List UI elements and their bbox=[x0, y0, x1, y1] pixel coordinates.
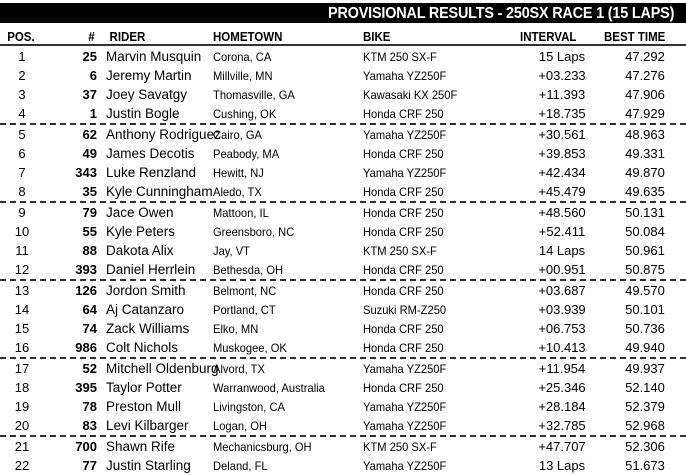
best-time-cell: 50.875 bbox=[625, 262, 665, 277]
rider-name-cell: Preston Mull bbox=[106, 399, 182, 414]
rider-number-cell: 35 bbox=[82, 184, 97, 199]
rider-name-cell: Marvin Musquin bbox=[106, 49, 202, 64]
rider-number-cell: 88 bbox=[82, 243, 97, 258]
rider-number-cell: 52 bbox=[82, 361, 97, 376]
best-time-cell: 50.961 bbox=[625, 243, 665, 258]
hometown-cell: Mattoon, IL bbox=[213, 206, 269, 220]
best-time-cell: 49.937 bbox=[625, 361, 665, 376]
position-cell: 2 bbox=[18, 68, 26, 83]
hometown-cell: Cairo, GA bbox=[213, 128, 262, 142]
interval-cell: +42.434 bbox=[538, 165, 586, 180]
hometown-cell: Corona, CA bbox=[213, 50, 272, 64]
hometown-cell: Deland, FL bbox=[213, 459, 268, 473]
rider-number-cell: 395 bbox=[75, 380, 97, 395]
hometown-cell: Alvord, TX bbox=[213, 362, 265, 376]
table-row bbox=[0, 66, 686, 85]
hometown-cell: Mechanicsburg, OH bbox=[213, 440, 312, 454]
table-row bbox=[0, 163, 686, 182]
hometown-cell: Portland, CT bbox=[213, 303, 276, 317]
position-cell: 4 bbox=[18, 106, 26, 121]
rider-name-cell: Levi Kilbarger bbox=[106, 418, 189, 433]
hometown-cell: Aledo, TX bbox=[213, 185, 262, 199]
best-time-cell: 52.140 bbox=[625, 380, 665, 395]
bike-cell: Honda CRF 250 bbox=[363, 147, 444, 161]
hometown-cell: Warranwood, Australia bbox=[213, 381, 325, 395]
rider-number-cell: 393 bbox=[75, 262, 97, 277]
bike-cell: KTM 250 SX-F bbox=[363, 50, 437, 64]
interval-cell: +10.413 bbox=[538, 340, 586, 355]
rider-name-cell: Luke Renzland bbox=[106, 165, 197, 180]
bike-cell: Yamaha YZ250F bbox=[363, 166, 447, 180]
best-time-cell: 49.940 bbox=[625, 340, 665, 355]
position-cell: 11 bbox=[15, 243, 29, 258]
best-time-cell: 50.131 bbox=[625, 205, 665, 220]
best-time-cell: 49.635 bbox=[625, 184, 665, 199]
rider-number-cell: 1 bbox=[89, 106, 97, 121]
rider-name-cell: Mitchell Oldenburg bbox=[106, 361, 219, 376]
interval-cell: +03.233 bbox=[538, 68, 586, 83]
interval-cell: 14 Laps bbox=[538, 243, 586, 258]
table-row bbox=[0, 359, 686, 378]
table-row bbox=[0, 47, 686, 66]
rider-name-cell: Jace Owen bbox=[106, 205, 174, 220]
best-time-cell: 52.968 bbox=[625, 418, 665, 433]
position-cell: 19 bbox=[14, 399, 30, 414]
bike-cell: Honda CRF 250 bbox=[363, 341, 444, 355]
interval-cell: +32.785 bbox=[538, 418, 586, 433]
interval-cell: +11.393 bbox=[538, 87, 586, 102]
table-row bbox=[0, 203, 686, 222]
bike-cell: Honda CRF 250 bbox=[363, 263, 444, 277]
table-row bbox=[0, 397, 686, 416]
interval-cell: +03.687 bbox=[538, 283, 586, 298]
best-time-cell: 49.870 bbox=[625, 165, 665, 180]
rider-name-cell: Anthony Rodriguez bbox=[106, 127, 221, 142]
table-row bbox=[0, 85, 686, 104]
interval-cell: +52.411 bbox=[538, 224, 586, 239]
bike-cell: Honda CRF 250 bbox=[363, 206, 444, 220]
rider-name-cell: Jordon Smith bbox=[106, 283, 186, 298]
rider-number-cell: 83 bbox=[82, 418, 97, 433]
table-row bbox=[0, 300, 686, 319]
best-time-cell: 47.929 bbox=[625, 106, 665, 121]
column-header-best-time: BEST TIME bbox=[604, 30, 666, 44]
hometown-cell: Jay, VT bbox=[213, 244, 251, 258]
hometown-cell: Bethesda, OH bbox=[213, 263, 284, 277]
position-cell: 10 bbox=[14, 224, 30, 239]
position-cell: 21 bbox=[14, 439, 30, 454]
rider-number-cell: 79 bbox=[82, 205, 97, 220]
table-row bbox=[0, 437, 686, 456]
interval-cell: +06.753 bbox=[538, 321, 586, 336]
interval-cell: +18.735 bbox=[538, 106, 586, 121]
bike-cell: Suzuki RM-Z250 bbox=[363, 303, 447, 317]
bike-cell: KTM 250 SX-F bbox=[363, 244, 437, 258]
rider-name-cell: Aj Catanzaro bbox=[106, 302, 185, 317]
header-divider bbox=[0, 44, 686, 46]
position-cell: 20 bbox=[14, 418, 30, 433]
best-time-cell: 50.084 bbox=[625, 224, 665, 239]
bike-cell: Yamaha YZ250F bbox=[363, 400, 447, 414]
table-row bbox=[0, 222, 686, 241]
interval-cell: +00.951 bbox=[538, 262, 586, 277]
position-cell: 13 bbox=[14, 283, 30, 298]
best-time-cell: 52.379 bbox=[625, 399, 665, 414]
hometown-cell: Cushing, OK bbox=[213, 107, 277, 121]
best-time-cell: 49.570 bbox=[625, 283, 665, 298]
hometown-cell: Millville, MN bbox=[213, 69, 273, 83]
hometown-cell: Elko, MN bbox=[213, 322, 259, 336]
hometown-cell: Muskogee, OK bbox=[213, 341, 287, 355]
column-header-bike: BIKE bbox=[363, 30, 391, 44]
table-row bbox=[0, 104, 686, 123]
best-time-cell: 50.736 bbox=[625, 321, 665, 336]
rider-number-cell: 126 bbox=[75, 283, 97, 298]
bike-cell: Yamaha YZ250F bbox=[363, 69, 447, 83]
table-row bbox=[0, 241, 686, 260]
rider-name-cell: James Decotis bbox=[106, 146, 195, 161]
table-row bbox=[0, 416, 686, 435]
rider-name-cell: Justin Starling bbox=[106, 458, 191, 473]
rider-name-cell: Dakota Alix bbox=[106, 243, 174, 258]
rider-number-cell: 6 bbox=[89, 68, 97, 83]
rider-name-cell: Joey Savatgy bbox=[106, 87, 188, 102]
interval-cell: 13 Laps bbox=[538, 458, 586, 473]
rider-name-cell: Zack Williams bbox=[106, 321, 190, 336]
best-time-cell: 47.906 bbox=[625, 87, 665, 102]
column-header-row bbox=[0, 28, 686, 44]
rider-number-cell: 37 bbox=[82, 87, 97, 102]
interval-cell: +28.184 bbox=[538, 399, 586, 414]
rider-name-cell: Taylor Potter bbox=[106, 380, 182, 395]
rider-number-cell: 62 bbox=[82, 127, 97, 142]
position-cell: 14 bbox=[14, 302, 30, 317]
column-header-hometown: HOMETOWN bbox=[213, 30, 283, 44]
bike-cell: Honda CRF 250 bbox=[363, 107, 444, 121]
bike-cell: Kawasaki KX 250F bbox=[363, 88, 458, 102]
position-cell: 5 bbox=[18, 127, 26, 142]
position-cell: 8 bbox=[18, 184, 26, 199]
bike-cell: Yamaha YZ250F bbox=[363, 459, 447, 473]
table-row bbox=[0, 144, 686, 163]
rider-name-cell: Colt Nichols bbox=[106, 340, 179, 355]
results-table bbox=[0, 47, 686, 475]
position-cell: 6 bbox=[18, 146, 26, 161]
table-row bbox=[0, 182, 686, 201]
position-cell: 3 bbox=[18, 87, 26, 102]
position-cell: 15 bbox=[14, 321, 30, 336]
rider-number-cell: 74 bbox=[82, 321, 97, 336]
best-time-cell: 50.101 bbox=[625, 302, 665, 317]
rider-name-cell: Kyle Peters bbox=[106, 224, 176, 239]
best-time-cell: 47.292 bbox=[625, 49, 665, 64]
position-cell: 17 bbox=[14, 361, 30, 376]
column-header-interval: INTERVAL bbox=[520, 30, 577, 44]
hometown-cell: Peabody, MA bbox=[213, 147, 280, 161]
position-cell: 16 bbox=[14, 340, 30, 355]
rider-name-cell: Jeremy Martin bbox=[106, 68, 192, 83]
bike-cell: Honda CRF 250 bbox=[363, 381, 444, 395]
rider-number-cell: 64 bbox=[82, 302, 97, 317]
bike-cell: Honda CRF 250 bbox=[363, 284, 444, 298]
bike-cell: Honda CRF 250 bbox=[363, 322, 444, 336]
rider-number-cell: 700 bbox=[75, 439, 97, 454]
rider-number-cell: 55 bbox=[82, 224, 97, 239]
bike-cell: Yamaha YZ250F bbox=[363, 128, 447, 142]
rider-number-cell: 25 bbox=[82, 49, 97, 64]
rider-number-cell: 49 bbox=[82, 146, 97, 161]
table-row bbox=[0, 456, 686, 475]
best-time-cell: 52.306 bbox=[625, 439, 665, 454]
table-row bbox=[0, 281, 686, 300]
rider-name-cell: Kyle Cunningham bbox=[106, 184, 213, 199]
table-row bbox=[0, 319, 686, 338]
interval-cell: 15 Laps bbox=[538, 49, 586, 64]
interval-cell: +39.853 bbox=[538, 146, 586, 161]
hometown-cell: Belmont, NC bbox=[213, 284, 277, 298]
rider-number-cell: 78 bbox=[82, 399, 97, 414]
bike-cell: Yamaha YZ250F bbox=[363, 362, 447, 376]
interval-cell: +03.939 bbox=[538, 302, 586, 317]
position-cell: 12 bbox=[14, 262, 30, 277]
bike-cell: Honda CRF 250 bbox=[363, 225, 444, 239]
best-time-cell: 48.963 bbox=[625, 127, 665, 142]
table-row bbox=[0, 260, 686, 279]
bike-cell: KTM 250 SX-F bbox=[363, 440, 437, 454]
rider-name-cell: Shawn Rife bbox=[106, 439, 176, 454]
interval-cell: +47.707 bbox=[538, 439, 586, 454]
interval-cell: +48.560 bbox=[538, 205, 586, 220]
rider-name-cell: Justin Bogle bbox=[106, 106, 180, 121]
interval-cell: +45.479 bbox=[538, 184, 586, 199]
hometown-cell: Livingston, CA bbox=[213, 400, 285, 414]
rider-number-cell: 77 bbox=[82, 458, 97, 473]
interval-cell: +25.346 bbox=[538, 380, 586, 395]
position-cell: 22 bbox=[14, 458, 30, 473]
position-cell: 9 bbox=[18, 205, 26, 220]
position-cell: 1 bbox=[18, 49, 26, 64]
interval-cell: +11.954 bbox=[538, 361, 586, 376]
rider-number-cell: 986 bbox=[75, 340, 97, 355]
best-time-cell: 51.673 bbox=[625, 458, 665, 473]
rider-name-cell: Daniel Herrlein bbox=[106, 262, 196, 277]
page-title: PROVISIONAL RESULTS - 250SX RACE 1 (15 LAPS) bbox=[327, 5, 674, 22]
table-row bbox=[0, 338, 686, 357]
rider-number-cell: 343 bbox=[75, 165, 97, 180]
column-header-pos: POS. bbox=[7, 30, 35, 44]
title-bar bbox=[0, 3, 686, 23]
hometown-cell: Logan, OH bbox=[213, 419, 267, 433]
position-cell: 18 bbox=[14, 380, 30, 395]
bike-cell: Yamaha YZ250F bbox=[363, 419, 447, 433]
column-header-rider: RIDER bbox=[109, 30, 146, 44]
hometown-cell: Thomasville, GA bbox=[213, 88, 295, 102]
best-time-cell: 49.331 bbox=[625, 146, 665, 161]
bike-cell: Honda CRF 250 bbox=[363, 185, 444, 199]
column-header-number: # bbox=[88, 30, 95, 44]
hometown-cell: Greensboro, NC bbox=[213, 225, 295, 239]
table-row bbox=[0, 125, 686, 144]
best-time-cell: 47.276 bbox=[625, 68, 665, 83]
interval-cell: +30.561 bbox=[538, 127, 586, 142]
table-row bbox=[0, 378, 686, 397]
position-cell: 7 bbox=[18, 165, 26, 180]
hometown-cell: Hewitt, NJ bbox=[213, 166, 264, 180]
